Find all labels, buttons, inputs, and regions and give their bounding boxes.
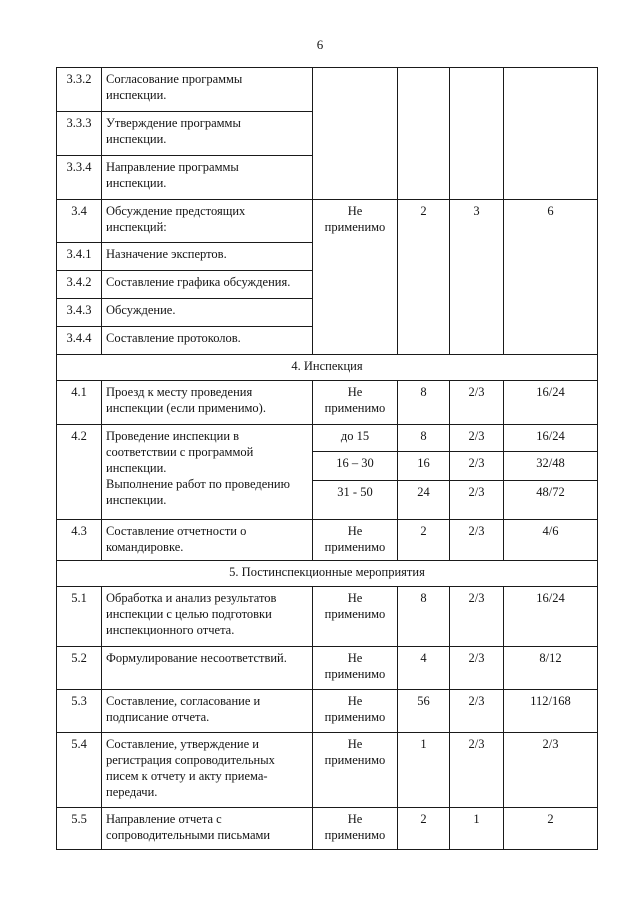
value-cell: 2 [504,808,598,850]
applicability-cell: Не применимо [313,733,398,808]
table-row [57,381,598,425]
applicability-cell: Не применимо [313,200,398,355]
value-cell: 8 [398,587,450,647]
value-cell: 48/72 [504,481,598,520]
value-cell: 3 [450,200,504,355]
applicability-cell: Не применимо [313,381,398,425]
row-description: Направление отчета с сопроводительными письмами [102,808,313,850]
row-description: Назначение экспертов. [102,243,313,271]
table-row [57,68,598,112]
row-number: 5.2 [57,647,102,690]
table-row [57,200,598,243]
inspection-schedule-table [56,67,598,850]
row-number: 3.4.3 [57,299,102,327]
value-cell: 16/24 [504,425,598,452]
row-description: Направление программы инспекции. [102,156,313,200]
section-row [57,355,598,381]
row-description: Составление протоколов. [102,327,313,355]
value-cell: 2 [398,520,450,561]
range-cell: 16 – 30 [313,452,398,481]
table-row [57,520,598,561]
row-description: Утверждение программы инспекции. [102,112,313,156]
value-cell: 2/3 [450,425,504,452]
row-description: Обсуждение предстоящих инспекций: [102,200,313,243]
value-cell: 2/3 [450,587,504,647]
empty-cell [450,68,504,200]
value-cell: 2/3 [450,690,504,733]
row-description: Обработка и анализ результатов инспекции с целью подготовки инспекционного отчета. [102,587,313,647]
range-cell: до 15 [313,425,398,452]
row-number: 4.2 [57,425,102,520]
empty-cell [504,68,598,200]
value-cell: 32/48 [504,452,598,481]
row-description: Обсуждение. [102,299,313,327]
row-description: Составление графика обсуждения. [102,271,313,299]
table-row [57,733,598,808]
row-number: 3.4 [57,200,102,243]
value-cell: 2/3 [504,733,598,808]
value-cell: 2/3 [450,481,504,520]
value-cell: 2 [398,200,450,355]
row-number: 5.1 [57,587,102,647]
empty-cell [398,68,450,200]
row-description: Составление, утверждение и регистрация сопроводительных писем к отчету и акту приема- передачи. [102,733,313,808]
row-number: 3.4.1 [57,243,102,271]
applicability-cell: Не применимо [313,808,398,850]
value-cell: 8/12 [504,647,598,690]
value-cell: 8 [398,381,450,425]
value-cell: 4/6 [504,520,598,561]
table-row [57,425,598,452]
row-description: Составление, согласование и подписание отчета. [102,690,313,733]
range-cell: 31 - 50 [313,481,398,520]
table-row [57,587,598,647]
applicability-cell: Не применимо [313,690,398,733]
value-cell: 16 [398,452,450,481]
value-cell: 6 [504,200,598,355]
row-number: 4.3 [57,520,102,561]
value-cell: 16/24 [504,587,598,647]
row-number: 3.4.2 [57,271,102,299]
value-cell: 2/3 [450,452,504,481]
value-cell: 2/3 [450,733,504,808]
row-description: Проведение инспекции в соответствии с программой инспекции. Выполнение работ по проведению инспекции. [102,425,313,520]
value-cell: 2/3 [450,520,504,561]
value-cell: 2 [398,808,450,850]
table-row [57,647,598,690]
value-cell: 16/24 [504,381,598,425]
table-row [57,690,598,733]
row-number: 3.3.2 [57,68,102,112]
value-cell: 24 [398,481,450,520]
section-title: 4. Инспекция [57,355,598,381]
value-cell: 8 [398,425,450,452]
row-description: Формулирование несоответствий. [102,647,313,690]
row-description: Согласование программы инспекции. [102,68,313,112]
value-cell: 2/3 [450,647,504,690]
table-row [57,808,598,850]
row-number: 3.3.4 [57,156,102,200]
row-number: 4.1 [57,381,102,425]
section-title: 5. Постинспекционные мероприятия [57,561,598,587]
value-cell: 1 [450,808,504,850]
row-description: Проезд к месту проведения инспекции (если применимо). [102,381,313,425]
applicability-cell: Не применимо [313,520,398,561]
section-row [57,561,598,587]
row-number: 5.5 [57,808,102,850]
row-number: 5.4 [57,733,102,808]
row-number: 3.4.4 [57,327,102,355]
row-description: Составление отчетности о командировке. [102,520,313,561]
value-cell: 112/168 [504,690,598,733]
applicability-cell: Не применимо [313,587,398,647]
page-number: 6 [316,37,324,52]
row-number: 5.3 [57,690,102,733]
empty-cell [313,68,398,200]
value-cell: 2/3 [450,381,504,425]
value-cell: 56 [398,690,450,733]
applicability-cell: Не применимо [313,647,398,690]
row-number: 3.3.3 [57,112,102,156]
value-cell: 4 [398,647,450,690]
value-cell: 1 [398,733,450,808]
